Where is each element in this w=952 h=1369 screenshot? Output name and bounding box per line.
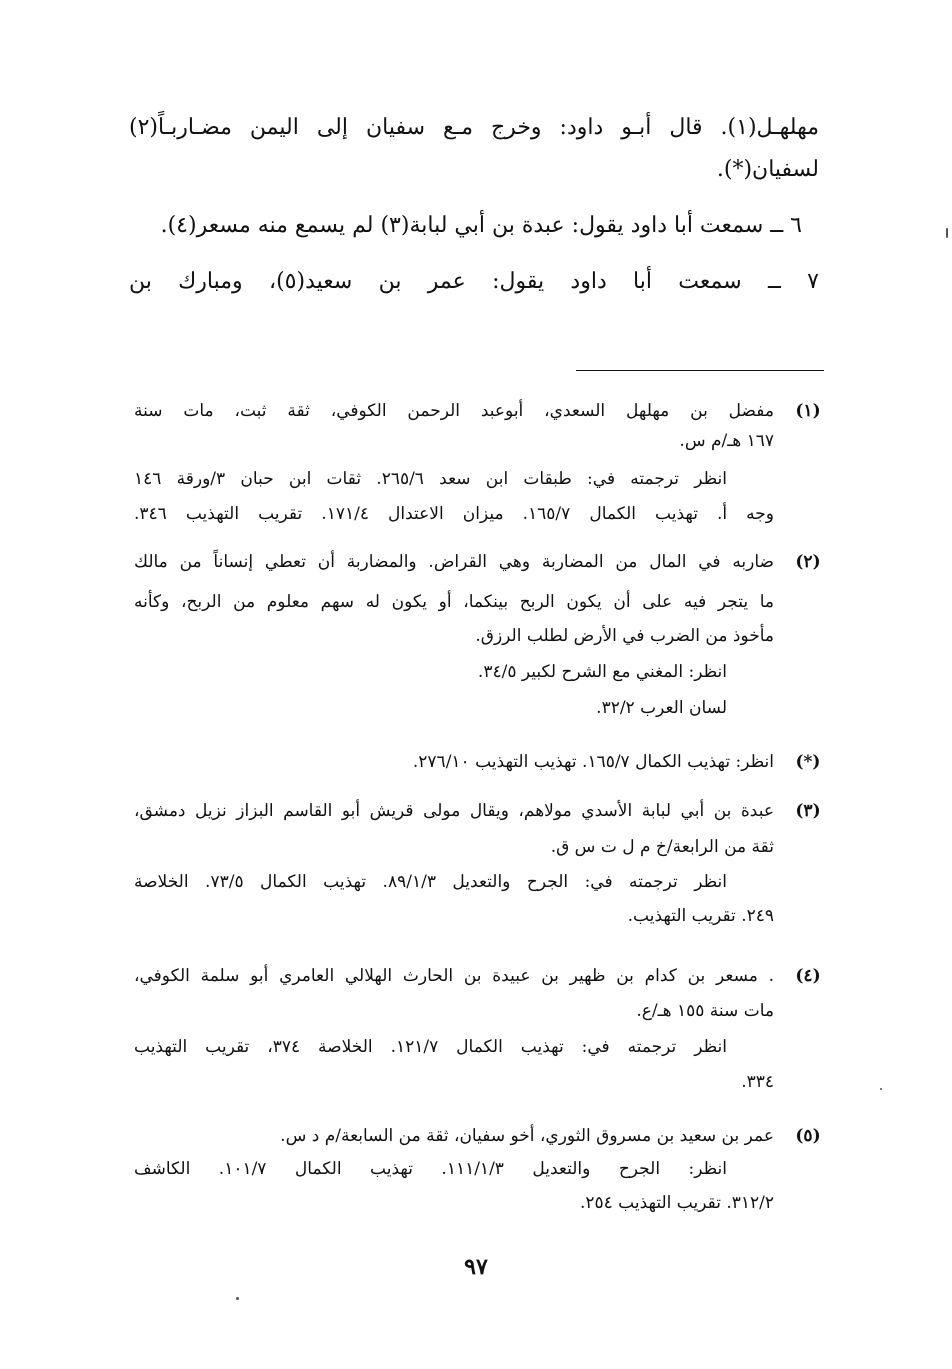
footnote-number-4: (٤) xyxy=(795,966,821,986)
footnote-number-star: (*) xyxy=(795,752,821,772)
footnote-3-line-1: عبدة بن أبي لبابة الأسدي مولاهم، ويقال مولى قريش أبو القاسم البزاز نزيل دمشق، xyxy=(134,801,774,821)
footnote-3-line-3: انظر ترجمته في: الجرح والتعديل ٨٩/١/٣. تهذيب الكمال ٧٣/٥. الخلاصة xyxy=(134,872,728,892)
footnote-4-line-2: مات سنة ١٥٥ هـ/ع. xyxy=(636,1001,774,1021)
footnote-2-line-1: ضاربه في المال من المضاربة وهي القراض. والمضاربة أن تعطي إنساناً من مالك xyxy=(134,552,774,572)
footnote-5-line-3: ٣١٢/٢. تقريب التهذيب ٢٥٤. xyxy=(579,1193,774,1213)
scan-speck xyxy=(880,1088,882,1090)
footnote-number-2: (٢) xyxy=(795,552,821,572)
footnote-2-line-5: لسان العرب ٣٢/٢. xyxy=(596,698,727,718)
footnote-2-line-4: انظر: المغني مع الشرح لكبير ٣٤/٥. xyxy=(477,662,727,682)
footnote-4-line-3: انظر ترجمته في: تهذيب الكمال ١٢١/٧. الخلاصة ٣٧٤، تقريب التهذيب xyxy=(134,1037,727,1057)
footnote-number-3: (٣) xyxy=(795,801,821,821)
footnote-1-line-4: وجه أ. تهذيب الكمال ١٦٥/٧. ميزان الاعتدال ١٧١/٤. تقريب التهذيب ٣٤٦. xyxy=(134,504,774,524)
footnote-1-line-2: ١٦٧ هـ/م س. xyxy=(679,431,774,451)
main-text-line-4: ٧ ــ سمعت أبا داود يقول: عمر بن سعيد(٥)، ومبارك بن xyxy=(129,269,819,294)
footnote-3-line-4: ٢٤٩. تقريب التهذيب. xyxy=(627,906,774,926)
footnote-2-line-2: ما يتجر فيه على أن يكون الربح بينكما، أو يكون له سهم معلوم من الربح، وكأنه xyxy=(134,592,774,612)
page-number: ٩٧ xyxy=(464,1254,488,1280)
footnote-number-1: (١) xyxy=(795,401,821,421)
main-text-line-2: لسفيان(*). xyxy=(716,157,819,182)
footnote-1-line-1: مفضل بن مهلهل السعدي، أبوعبد الرحمن الكوفي، ثقة ثبت، مات سنة xyxy=(134,401,774,421)
footnote-1-line-3: انظر ترجمته في: طبقات ابن سعد ٢٦٥/٦. ثقات ابن حبان ٣/ورقة ١٤٦ xyxy=(134,469,727,489)
main-text-line-1: مهلهـل(١). قال أبـو داود: وخرج مـع سفيان إلى اليمن مضـاربـاً(٢) xyxy=(129,115,819,140)
footnote-3-line-2: ثقة من الرابعة/خ م ل ت س ق. xyxy=(550,837,774,857)
main-text-line-3: ٦ ــ سمعت أبا داود يقول: عبدة بن أبي لبابة(٣) لم يسمع منه مسعر(٤). xyxy=(160,213,802,238)
footnote-divider xyxy=(576,370,824,371)
scan-speck xyxy=(236,1297,239,1300)
footnote-number-5: (٥) xyxy=(795,1126,821,1146)
footnote-5-line-2: انظر: الجرح والتعديل ١١١/١/٣. تهذيب الكمال ١٠١/٧. الكاشف xyxy=(134,1159,728,1179)
footnote-5-line-1: عمر بن سعيد بن مسروق الثوري، أخو سفيان، ثقة من السابعة/م د س. xyxy=(280,1126,774,1146)
footnote-2-line-3: مأخوذ من الضرب في الأرض لطلب الرزق. xyxy=(475,626,774,646)
footnote-star-line-1: انظر: تهذيب الكمال ١٦٥/٧. تهذيب التهذيب ٢٧٦/١٠. xyxy=(412,752,774,772)
footnote-4-line-4: ٣٣٤. xyxy=(741,1072,774,1092)
footnote-4-line-1: . مسعر بن كدام بن ظهير بن عبيدة بن الحارث الهلالي العامري أبو سلمة الكوفي، xyxy=(134,966,774,986)
scan-speck xyxy=(946,228,948,238)
